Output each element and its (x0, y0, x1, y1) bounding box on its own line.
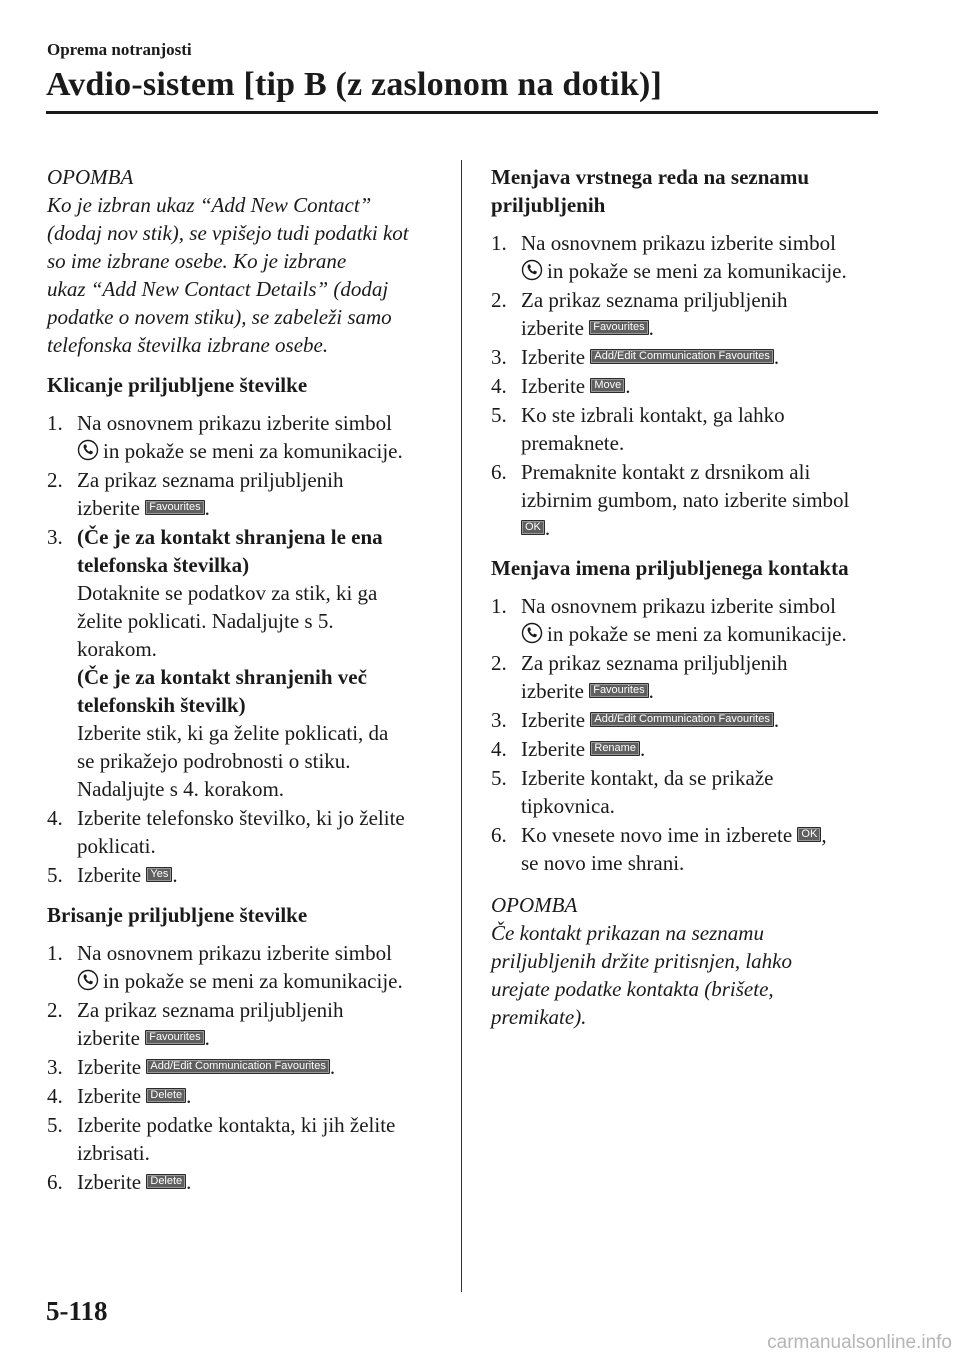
step-text: premaknete. (521, 431, 625, 455)
favourites-button[interactable]: Favourites (145, 500, 204, 515)
note-line: podatke o novem stiku), se zabeleži samo (47, 305, 392, 329)
step-number: 5. (47, 863, 63, 887)
step-text-cont: Izberite (521, 345, 586, 369)
step-text-cont: in pokaže se meni za komunikacije. (103, 969, 403, 993)
step-text: Za prikaz seznama priljubljenih (77, 468, 344, 492)
punctuation: . (186, 1084, 192, 1108)
step-text: Za prikaz seznama priljubljenih (521, 288, 788, 312)
step-text (521, 372, 886, 400)
add-edit-favourites-button[interactable]: Add/Edit Communication Favourites (590, 349, 773, 364)
step-text: Na osnovnem prikazu izberite simbol (77, 411, 392, 435)
step-text: poklicati. (77, 834, 156, 858)
step-text: se prikažejo podrobnosti o stiku. (77, 749, 351, 773)
step-6 (491, 458, 886, 542)
note-line: telefonska številka izbrane osebe. (47, 333, 329, 357)
step-text: se novo ime shrani. (521, 851, 685, 875)
left-column (47, 163, 442, 1202)
step-number: 3. (47, 1055, 63, 1079)
note-line: priljubljenih držite pritisnjen, lahko (491, 949, 792, 973)
punctuation: . (544, 516, 551, 540)
step-number: 2. (491, 651, 507, 675)
step-text: Nadaljujte s 4. korakom. (77, 777, 285, 801)
step-text-cont: Izberite (77, 1170, 142, 1194)
favourites-button[interactable]: Favourites (589, 320, 648, 335)
step-text (521, 514, 886, 542)
section-heading-delete-favourite: Brisanje priljubljene številke (47, 903, 308, 927)
step-text-cont: Ko vnesete novo ime in izberete (521, 823, 793, 847)
step-1 (491, 592, 886, 648)
step-number: 4. (491, 374, 507, 398)
step-text-cont: in pokaže se meni za komunikacije. (547, 259, 847, 283)
step-number: 6. (491, 460, 507, 484)
ok-button[interactable]: OK (797, 827, 821, 842)
add-edit-favourites-button[interactable]: Add/Edit Communication Favourites (146, 1059, 329, 1074)
punctuation: . (204, 496, 210, 520)
step-text-cont: izberite (77, 496, 140, 520)
punctuation: . (625, 374, 631, 398)
condition-heading: (Če je za kontakt shranjena le ena (77, 525, 383, 549)
step-text: Za prikaz seznama priljubljenih (77, 998, 344, 1022)
column-divider (461, 160, 462, 1292)
step-number: 6. (491, 823, 507, 847)
step-text (521, 735, 886, 763)
punctuation: , (821, 823, 827, 847)
step-text-cont: in pokaže se meni za komunikacije. (547, 622, 847, 646)
step-4 (491, 372, 886, 400)
watermark: carmanualsonline.info (767, 1332, 952, 1353)
section-heading-rename-favourite: Menjava imena priljubljenega kontakta (491, 556, 849, 580)
note-body (491, 919, 886, 1031)
step-number: 3. (47, 525, 63, 549)
step-4 (47, 1082, 442, 1110)
punctuation: . (186, 1170, 192, 1194)
section-heading-reorder-favourites (491, 163, 886, 219)
step-number: 5. (491, 766, 507, 790)
step-4 (491, 735, 886, 763)
step-1 (47, 409, 442, 465)
step-text (521, 257, 886, 285)
page-number: 5-118 (46, 1296, 108, 1326)
step-text: izbrisati. (77, 1141, 150, 1165)
yes-button[interactable]: Yes (146, 867, 172, 882)
step-number: 4. (491, 737, 507, 761)
steps-reorder-favourites (491, 229, 886, 542)
step-number: 5. (491, 403, 507, 427)
step-text (77, 1053, 442, 1081)
step-text (77, 861, 442, 889)
phone-icon (521, 622, 543, 644)
condition-heading: telefonska številka) (77, 553, 250, 577)
step-text-cont: izberite (521, 316, 584, 340)
step-text-cont: Izberite (77, 863, 142, 887)
note-line: so ime izbrane osebe. Ko je izbrane (47, 249, 347, 273)
step-number: 4. (47, 806, 63, 830)
phone-icon (77, 439, 99, 461)
step-4 (47, 804, 442, 860)
move-button[interactable]: Move (590, 378, 625, 393)
step-text-cont: izberite (77, 1026, 140, 1050)
phone-icon (521, 259, 543, 281)
step-text (77, 967, 442, 995)
step-text: Dotaknite se podatkov za stik, ki ga (77, 581, 378, 605)
step-number: 4. (47, 1084, 63, 1108)
step-number: 3. (491, 708, 507, 732)
punctuation: . (773, 708, 780, 732)
rename-button[interactable]: Rename (590, 741, 640, 756)
step-text: Na osnovnem prikazu izberite simbol (521, 594, 836, 618)
note-heading: OPOMBA (491, 893, 578, 917)
step-number: 1. (47, 941, 63, 965)
step-3 (47, 523, 442, 803)
step-5 (47, 1111, 442, 1167)
step-text-cont: izberite (521, 679, 584, 703)
step-number: 2. (47, 998, 63, 1022)
step-6 (47, 1168, 442, 1196)
step-text: Na osnovnem prikazu izberite simbol (521, 231, 836, 255)
step-text-cont: Izberite (521, 374, 586, 398)
step-number: 5. (47, 1113, 63, 1137)
step-text (77, 437, 442, 465)
step-text: Premaknite kontakt z drsnikom ali (521, 460, 811, 484)
punctuation: . (648, 679, 654, 703)
steps-rename-favourite (491, 592, 886, 877)
delete-button[interactable]: Delete (146, 1088, 186, 1103)
note-line: Če kontakt prikazan na seznamu (491, 921, 764, 945)
step-text: Izberite kontakt, da se prikaže (521, 766, 774, 790)
step-text (521, 706, 886, 734)
punctuation: . (773, 345, 780, 369)
note-line: Ko je izbran ukaz “Add New Contact” (47, 193, 372, 217)
punctuation: . (172, 863, 178, 887)
step-text (77, 1168, 442, 1196)
header-rule (46, 111, 878, 114)
page-title: Avdio-sistem [tip B (z zaslonom na dotik)] (46, 66, 662, 103)
delete-button[interactable]: Delete (146, 1174, 186, 1189)
step-5 (491, 401, 886, 457)
punctuation: . (639, 737, 646, 761)
step-text-cont: in pokaže se meni za komunikacije. (103, 439, 403, 463)
step-text: Na osnovnem prikazu izberite simbol (77, 941, 392, 965)
heading-line: Menjava vrstnega reda na seznamu (491, 165, 810, 189)
favourites-button[interactable]: Favourites (589, 683, 648, 698)
step-3 (491, 706, 886, 734)
step-text: izbirnim gumbom, nato izberite simbol (521, 488, 850, 512)
step-text-cont: Izberite (77, 1055, 142, 1079)
step-text-cont: Izberite (521, 708, 586, 732)
step-text (521, 677, 886, 705)
step-5 (47, 861, 442, 889)
step-number: 1. (491, 594, 507, 618)
steps-delete-favourite (47, 939, 442, 1196)
step-number: 1. (47, 411, 63, 435)
step-2 (47, 466, 442, 522)
section-heading-call-favourite: Klicanje priljubljene številke (47, 373, 308, 397)
step-text (77, 1024, 442, 1052)
punctuation: . (329, 1055, 336, 1079)
step-text: Izberite podatke kontakta, ki jih želite (77, 1113, 396, 1137)
step-text: tipkovnica. (521, 794, 615, 818)
step-text (521, 343, 886, 371)
header-kicker: Oprema notranjosti (47, 40, 192, 59)
note-heading: OPOMBA (47, 165, 134, 189)
step-text (521, 314, 886, 342)
step-text: Za prikaz seznama priljubljenih (521, 651, 788, 675)
note-line: ukaz “Add New Contact Details” (dodaj (47, 277, 389, 301)
step-1 (47, 939, 442, 995)
step-2 (47, 996, 442, 1052)
step-number: 6. (47, 1170, 63, 1194)
condition-heading: (Če je za kontakt shranjenih več (77, 665, 367, 689)
step-number: 1. (491, 231, 507, 255)
step-text-cont: Izberite (521, 737, 586, 761)
note-body (47, 191, 442, 359)
note-line: premikate). (491, 1005, 587, 1029)
steps-call-favourite (47, 409, 442, 889)
step-5 (491, 764, 886, 820)
step-text: Izberite telefonsko številko, ki jo želite (77, 806, 405, 830)
step-1 (491, 229, 886, 285)
step-text-cont: Izberite (77, 1084, 142, 1108)
step-number: 2. (47, 468, 63, 492)
condition-heading: telefonskih številk) (77, 693, 246, 717)
heading-line: priljubljenih (491, 193, 606, 217)
step-text: Ko ste izbrali kontakt, ga lahko (521, 403, 785, 427)
step-text: želite poklicati. Nadaljujte s 5. (77, 609, 334, 633)
add-edit-favourites-button[interactable]: Add/Edit Communication Favourites (590, 712, 773, 727)
step-6 (491, 821, 886, 877)
note-line: urejate podatke kontakta (brišete, (491, 977, 774, 1001)
right-column (491, 163, 886, 1039)
step-text: korakom. (77, 637, 157, 661)
step-text (521, 821, 886, 849)
step-text (521, 620, 886, 648)
favourites-button[interactable]: Favourites (145, 1030, 204, 1045)
step-number: 3. (491, 345, 507, 369)
step-text (77, 494, 442, 522)
step-text (77, 1082, 442, 1110)
step-text: Izberite stik, ki ga želite poklicati, da (77, 721, 389, 745)
note-line: (dodaj nov stik), se vpišejo tudi podatki kot (47, 221, 409, 245)
punctuation: . (648, 316, 654, 340)
step-3 (47, 1053, 442, 1081)
ok-button[interactable]: OK (521, 520, 545, 535)
step-3 (491, 343, 886, 371)
phone-icon (77, 969, 99, 991)
step-number: 2. (491, 288, 507, 312)
step-2 (491, 649, 886, 705)
punctuation: . (204, 1026, 210, 1050)
step-2 (491, 286, 886, 342)
